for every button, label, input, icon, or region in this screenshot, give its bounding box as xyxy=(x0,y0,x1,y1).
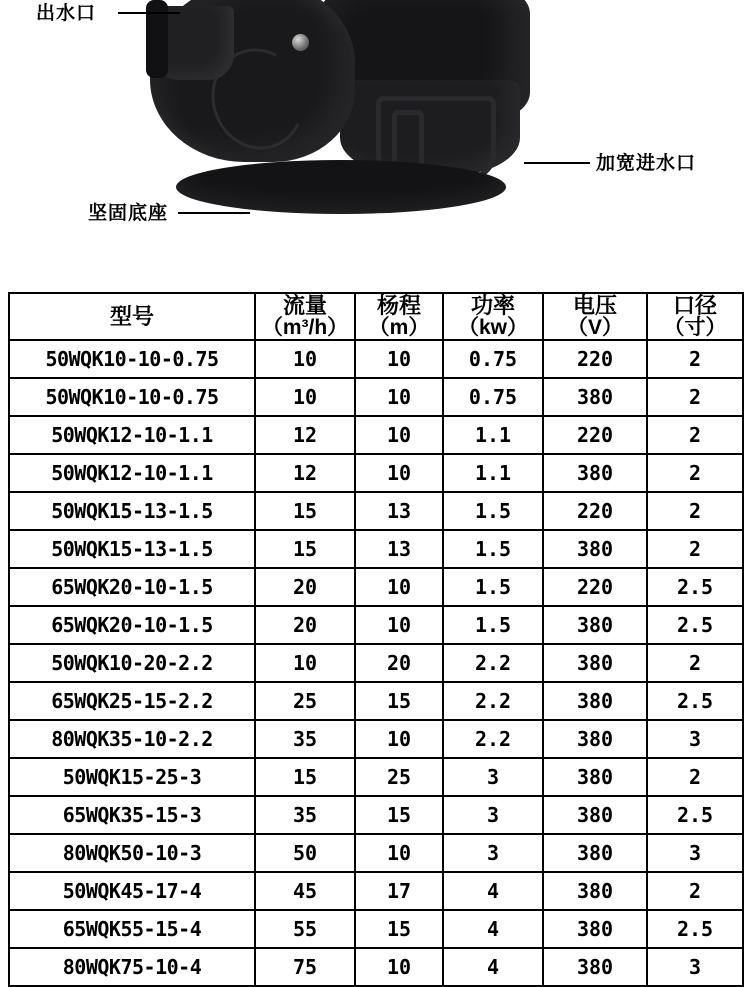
cell-model: 65WQK55-15-4 xyxy=(9,910,255,948)
cell-flow: 12 xyxy=(255,454,355,492)
cell-voltage: 380 xyxy=(543,378,647,416)
cell-power: 4 xyxy=(443,910,543,948)
cell-model: 65WQK25-15-2.2 xyxy=(9,682,255,720)
cell-model: 80WQK50-10-3 xyxy=(9,834,255,872)
cell-voltage: 220 xyxy=(543,492,647,530)
cell-power: 2.2 xyxy=(443,644,543,682)
pump-base-plate xyxy=(176,160,506,214)
table-row xyxy=(9,416,743,454)
cell-voltage: 380 xyxy=(543,682,647,720)
table-row xyxy=(9,606,743,644)
bolt-icon xyxy=(292,34,309,51)
cell-head: 10 xyxy=(355,720,443,758)
cell-model: 80WQK35-10-2.2 xyxy=(9,720,255,758)
column-header-voltage xyxy=(543,293,647,340)
column-header-bore-unit: （寸） xyxy=(663,316,727,340)
cell-voltage: 380 xyxy=(543,758,647,796)
cell-bore: 2.5 xyxy=(647,910,743,948)
cell-flow: 15 xyxy=(255,492,355,530)
cell-model: 65WQK35-15-3 xyxy=(9,796,255,834)
cell-flow: 35 xyxy=(255,796,355,834)
cell-head: 25 xyxy=(355,758,443,796)
table-row xyxy=(9,910,743,948)
cell-model: 50WQK12-10-1.1 xyxy=(9,454,255,492)
cell-head: 10 xyxy=(355,568,443,606)
product-photo xyxy=(0,0,750,290)
cell-power: 0.75 xyxy=(443,340,543,378)
cell-bore: 2 xyxy=(647,378,743,416)
cell-head: 10 xyxy=(355,834,443,872)
cell-power: 1.1 xyxy=(443,416,543,454)
cell-bore: 3 xyxy=(647,834,743,872)
cell-flow: 35 xyxy=(255,720,355,758)
cell-voltage: 380 xyxy=(543,606,647,644)
table-row xyxy=(9,568,743,606)
spec-table-head xyxy=(9,293,743,340)
cell-bore: 2 xyxy=(647,492,743,530)
cell-model: 50WQK45-17-4 xyxy=(9,872,255,910)
callout-leader-inlet xyxy=(524,162,590,164)
cell-model: 65WQK20-10-1.5 xyxy=(9,606,255,644)
table-row xyxy=(9,530,743,568)
cell-power: 4 xyxy=(443,872,543,910)
column-header-model-name: 型号 xyxy=(109,304,154,330)
cell-bore: 2 xyxy=(647,872,743,910)
cell-voltage: 380 xyxy=(543,454,647,492)
cell-head: 17 xyxy=(355,872,443,910)
callout-label-base: 坚固底座 xyxy=(88,203,169,224)
column-header-head-name: 杨程 xyxy=(376,293,421,318)
table-row xyxy=(9,378,743,416)
cell-head: 10 xyxy=(355,416,443,454)
cell-model: 50WQK15-25-3 xyxy=(9,758,255,796)
cell-model: 50WQK10-20-2.2 xyxy=(9,644,255,682)
table-row xyxy=(9,644,743,682)
cell-flow: 25 xyxy=(255,682,355,720)
cell-voltage: 380 xyxy=(543,530,647,568)
cell-head: 10 xyxy=(355,340,443,378)
cell-flow: 10 xyxy=(255,340,355,378)
column-header-head xyxy=(355,293,443,340)
cell-flow: 45 xyxy=(255,872,355,910)
cell-model: 80WQK75-10-4 xyxy=(9,948,255,986)
cell-flow: 20 xyxy=(255,606,355,644)
column-header-flow-name: 流量 xyxy=(282,293,327,318)
callout-leader-outlet xyxy=(118,12,180,14)
cell-flow: 10 xyxy=(255,378,355,416)
column-header-flow xyxy=(255,293,355,340)
column-header-power xyxy=(443,293,543,340)
cell-power: 3 xyxy=(443,758,543,796)
callout-label-outlet: 出水口 xyxy=(36,3,97,24)
table-row xyxy=(9,948,743,986)
cell-model: 50WQK15-13-1.5 xyxy=(9,492,255,530)
cell-bore: 2.5 xyxy=(647,606,743,644)
cell-head: 15 xyxy=(355,682,443,720)
spec-table-body xyxy=(9,340,743,986)
cell-model: 50WQK15-13-1.5 xyxy=(9,530,255,568)
column-header-head-unit: （m） xyxy=(368,316,430,340)
cell-head: 15 xyxy=(355,796,443,834)
cell-flow: 12 xyxy=(255,416,355,454)
pump-volute-casing xyxy=(150,0,355,162)
callout-label-inlet: 加宽进水口 xyxy=(596,153,697,174)
column-header-voltage-unit: （V） xyxy=(566,316,623,340)
spec-table xyxy=(8,292,744,987)
table-row xyxy=(9,796,743,834)
cell-bore: 3 xyxy=(647,948,743,986)
table-row xyxy=(9,682,743,720)
table-row xyxy=(9,492,743,530)
cell-power: 1.1 xyxy=(443,454,543,492)
column-header-bore-name: 口径 xyxy=(672,293,717,318)
cell-flow: 15 xyxy=(255,758,355,796)
cell-voltage: 380 xyxy=(543,796,647,834)
cell-head: 10 xyxy=(355,948,443,986)
cell-flow: 50 xyxy=(255,834,355,872)
cell-power: 1.5 xyxy=(443,530,543,568)
column-header-bore xyxy=(647,293,743,340)
cell-bore: 2 xyxy=(647,758,743,796)
cell-head: 10 xyxy=(355,606,443,644)
cell-voltage: 380 xyxy=(543,644,647,682)
cell-bore: 2 xyxy=(647,340,743,378)
cell-power: 4 xyxy=(443,948,543,986)
cell-head: 13 xyxy=(355,530,443,568)
cell-bore: 2.5 xyxy=(647,796,743,834)
table-row xyxy=(9,454,743,492)
cell-bore: 2.5 xyxy=(647,682,743,720)
cell-voltage: 220 xyxy=(543,340,647,378)
cell-head: 10 xyxy=(355,378,443,416)
cell-flow: 75 xyxy=(255,948,355,986)
cell-bore: 2 xyxy=(647,530,743,568)
cell-head: 10 xyxy=(355,454,443,492)
table-row xyxy=(9,720,743,758)
table-row xyxy=(9,834,743,872)
table-row xyxy=(9,872,743,910)
cell-power: 3 xyxy=(443,796,543,834)
cell-power: 3 xyxy=(443,834,543,872)
cell-head: 20 xyxy=(355,644,443,682)
cell-voltage: 220 xyxy=(543,568,647,606)
cell-head: 13 xyxy=(355,492,443,530)
cell-model: 50WQK12-10-1.1 xyxy=(9,416,255,454)
cell-power: 2.2 xyxy=(443,720,543,758)
cell-power: 1.5 xyxy=(443,568,543,606)
cell-bore: 2.5 xyxy=(647,568,743,606)
column-header-voltage-name: 电压 xyxy=(572,293,617,318)
column-header-power-name: 功率 xyxy=(470,293,515,318)
cell-power: 1.5 xyxy=(443,492,543,530)
cell-bore: 2 xyxy=(647,416,743,454)
cell-voltage: 380 xyxy=(543,948,647,986)
cell-voltage: 380 xyxy=(543,720,647,758)
cell-model: 50WQK10-10-0.75 xyxy=(9,378,255,416)
cell-voltage: 380 xyxy=(543,872,647,910)
cell-bore: 2 xyxy=(647,644,743,682)
cell-model: 65WQK20-10-1.5 xyxy=(9,568,255,606)
cell-flow: 55 xyxy=(255,910,355,948)
cell-head: 15 xyxy=(355,910,443,948)
table-row xyxy=(9,758,743,796)
cell-voltage: 380 xyxy=(543,910,647,948)
cell-flow: 15 xyxy=(255,530,355,568)
column-header-flow-unit: （m³/h） xyxy=(261,316,349,340)
cell-model: 50WQK10-10-0.75 xyxy=(9,340,255,378)
cell-power: 0.75 xyxy=(443,378,543,416)
cell-power: 2.2 xyxy=(443,682,543,720)
cell-bore: 2 xyxy=(647,454,743,492)
cell-bore: 3 xyxy=(647,720,743,758)
cell-voltage: 220 xyxy=(543,416,647,454)
cell-voltage: 380 xyxy=(543,834,647,872)
column-header-model xyxy=(9,293,255,340)
table-header-row xyxy=(9,293,743,340)
cell-flow: 20 xyxy=(255,568,355,606)
spec-table-container xyxy=(8,292,742,987)
table-row xyxy=(9,340,743,378)
cell-power: 1.5 xyxy=(443,606,543,644)
cell-flow: 10 xyxy=(255,644,355,682)
callout-leader-base xyxy=(178,212,250,214)
column-header-power-unit: （kw） xyxy=(457,316,528,340)
